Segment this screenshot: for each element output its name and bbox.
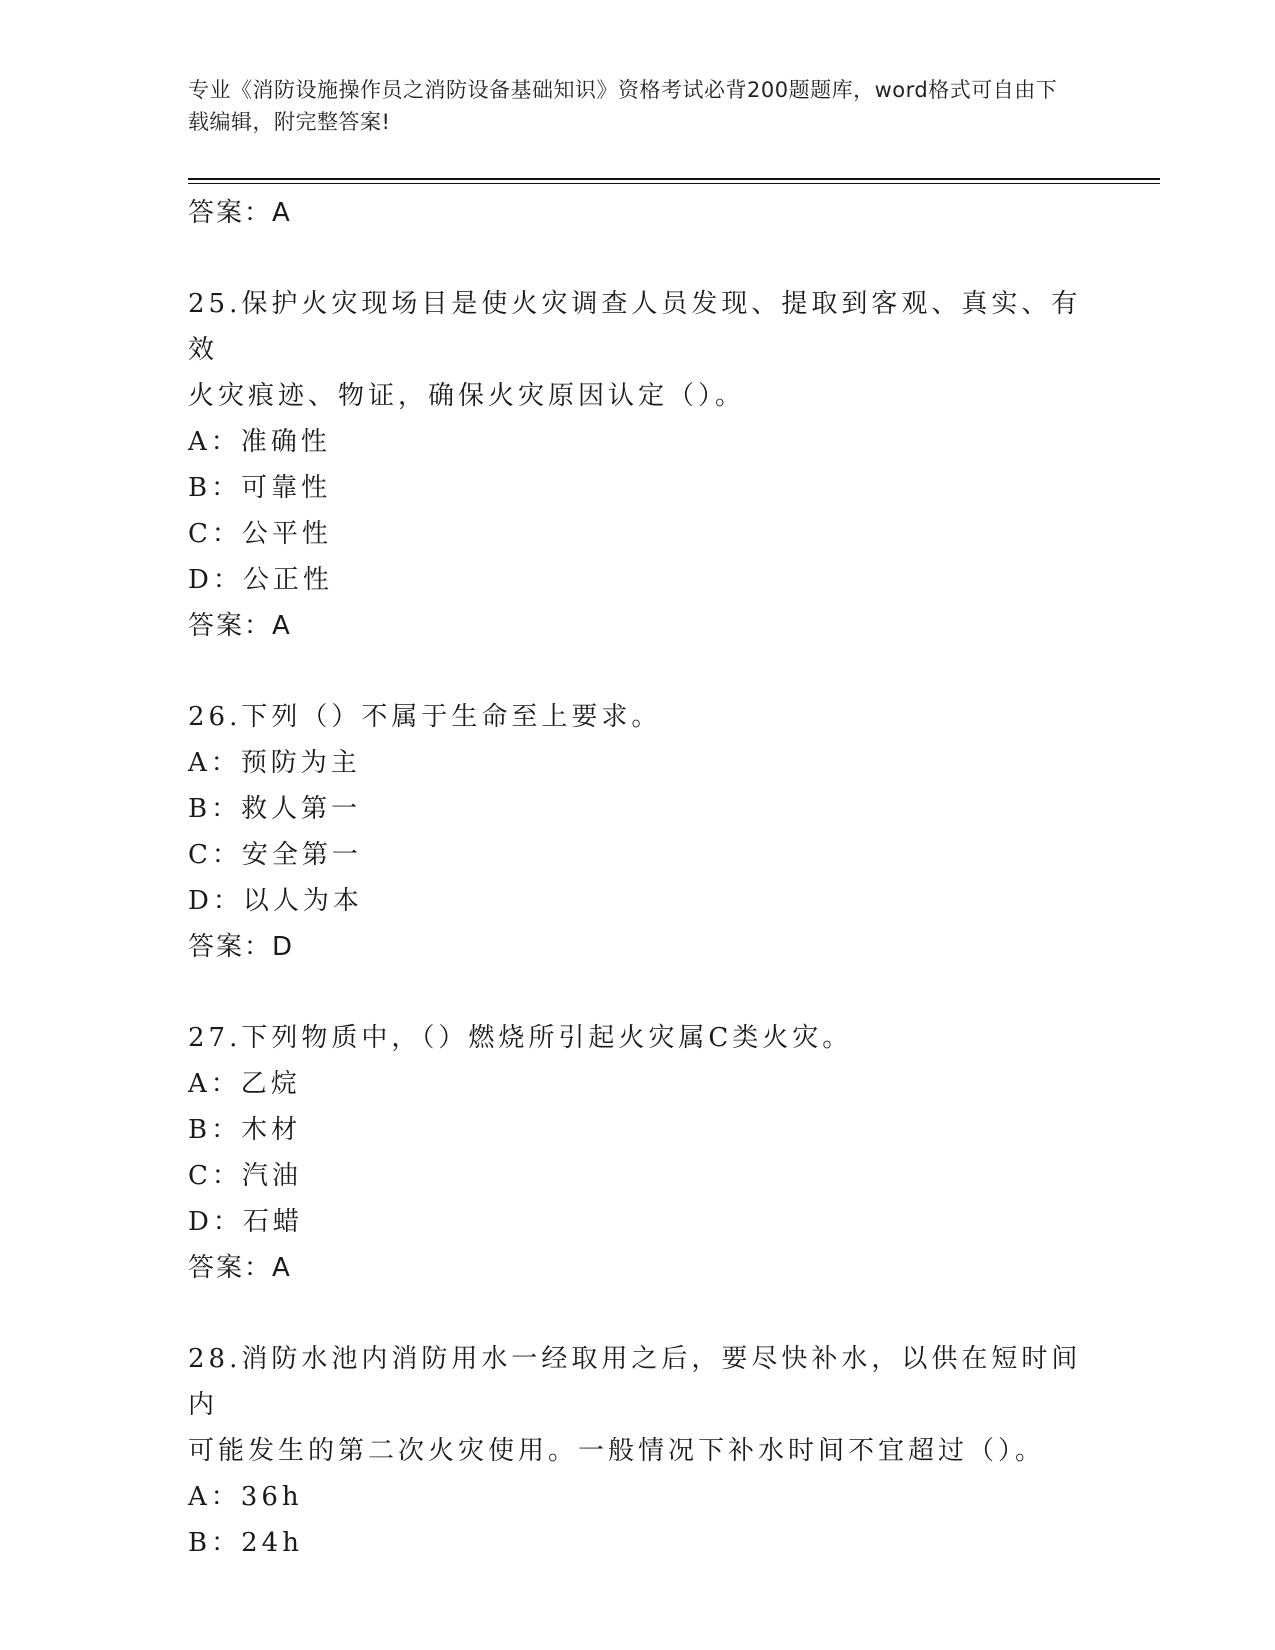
option-a: A：36h (188, 1482, 303, 1512)
option-c: C：汽油 (188, 1161, 302, 1191)
question-stem: 25.保护火灾现场目是使火灾调查人员发现、提取到客观、真实、有效 (188, 289, 1082, 365)
option-a: A：准确性 (188, 427, 331, 457)
option-c: C：安全第一 (188, 840, 362, 870)
question-stem: 27.下列物质中，（）燃烧所引起火灾属C类火灾。 (188, 1023, 853, 1053)
document-header: 专业《消防设施操作员之消防设备基础知识》资格考试必背200题题库，word格式可自由下载编辑，附完整答案! (188, 78, 1058, 134)
option-d: D：以人为本 (188, 886, 363, 916)
option-a: A：乙烷 (188, 1069, 301, 1099)
option-a: A：预防为主 (188, 748, 361, 778)
option-b: B：24h (188, 1528, 303, 1558)
option-b: B：木材 (188, 1115, 302, 1145)
question-stem: 火灾痕迹、物证，确保火灾原因认定（）。 (188, 381, 746, 411)
question-26 (188, 694, 1088, 970)
answer-line: 答案：A (188, 611, 292, 641)
question-25 (188, 281, 1088, 649)
answer-line: 答案：D (188, 932, 295, 962)
answer-line: 答案：A (188, 1253, 292, 1283)
header-rule-thick (188, 178, 1160, 180)
header-rule-thin (188, 183, 1160, 184)
answer-line: 答案：A (188, 198, 292, 228)
option-b: B：可靠性 (188, 473, 332, 503)
question-27 (188, 1015, 1088, 1291)
question-list (188, 190, 1088, 1566)
option-c: C：公平性 (188, 519, 332, 549)
question-stem: 26.下列（）不属于生命至上要求。 (188, 702, 662, 732)
option-d: D：石蜡 (188, 1207, 303, 1237)
question-28 (188, 1336, 1088, 1566)
question-stem: 28.消防水池内消防用水一经取用之后，要尽快补水，以供在短时间内 (188, 1344, 1082, 1420)
question-stem: 可能发生的第二次火灾使用。一般情况下补水时间不宜超过（）。 (188, 1436, 1046, 1466)
option-b: B：救人第一 (188, 794, 362, 824)
option-d: D：公正性 (188, 565, 333, 595)
